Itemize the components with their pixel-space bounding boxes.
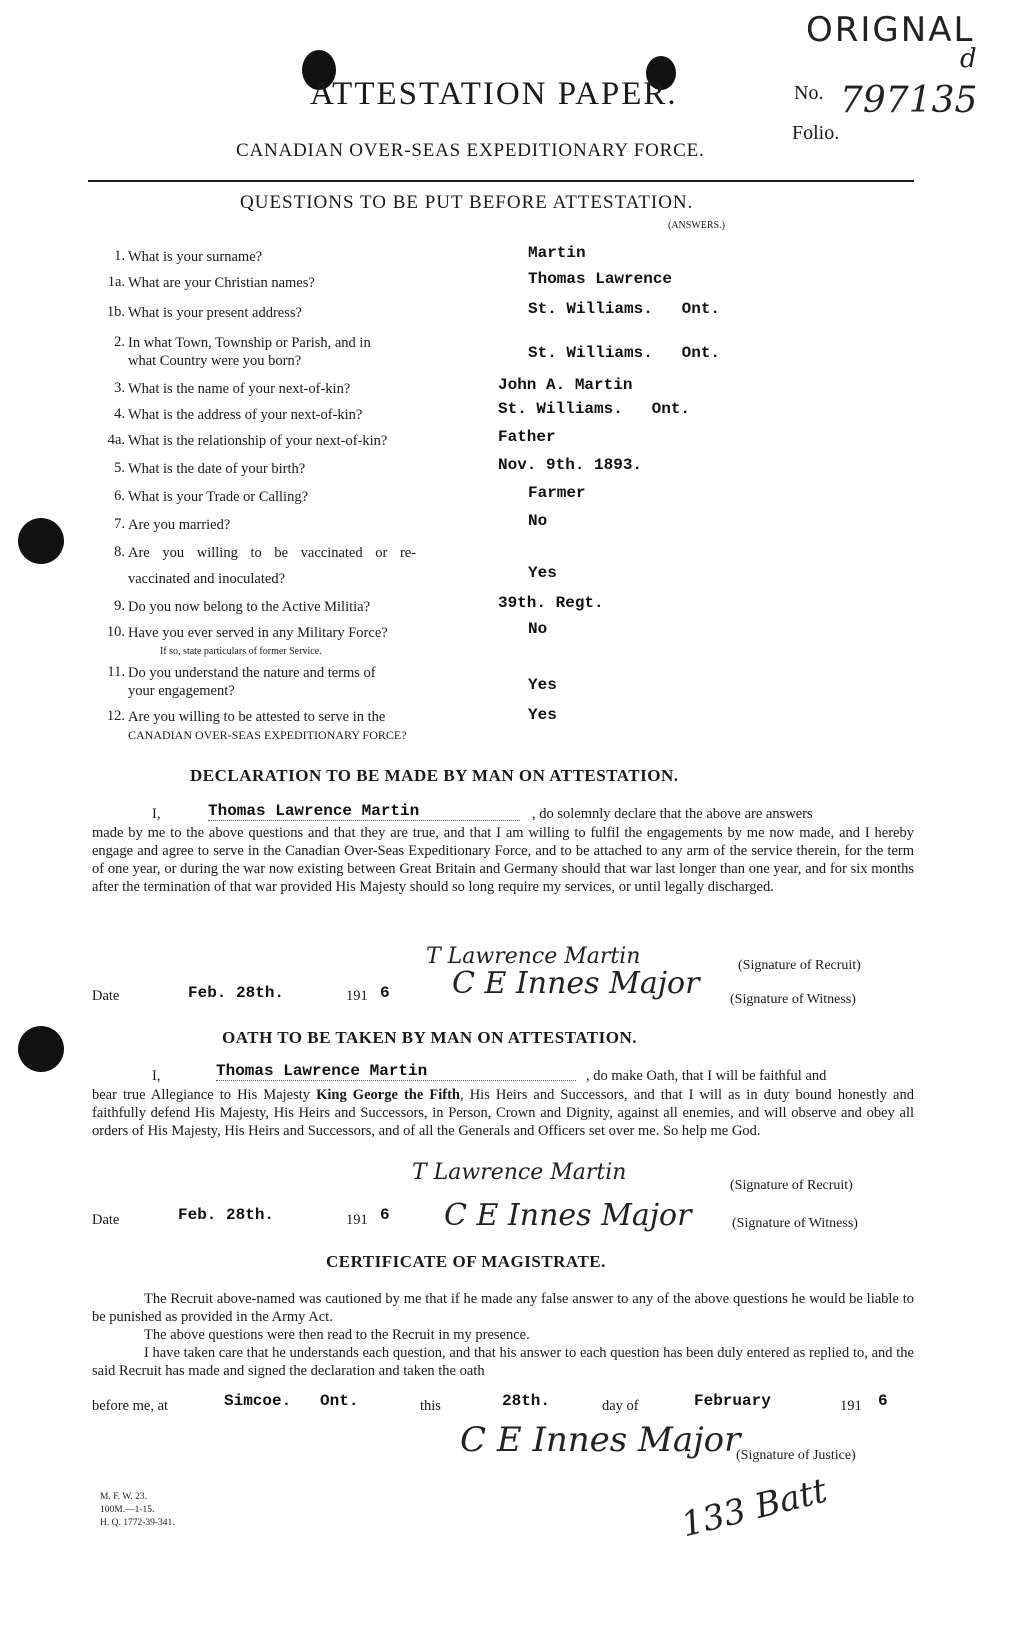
declaration-body: made by me to the above questions and that they are true, and that I am willing to fulfil the engagements by me now made, and I hereby engage and agree to serve in the Canadian Over-Seas Expeditionary Force, and to be attached to any arm of the service therein, for the term of one year, or during the war now existing between Great Britain and Germany should that war last longer than one year, and for six months after the termination of that war provided His Majesty should so long require my services, or until legally discharged. bbox=[92, 825, 914, 895]
question-number: 8. bbox=[114, 544, 125, 560]
magistrate-paragraph-3: I have taken care that he understands each question, and that his answer to each question has been duly entered as replied to, and the said Recruit has made and signed the declaration and taken the oath bbox=[92, 1345, 914, 1379]
folio-mark: d bbox=[960, 44, 977, 74]
question-number: 2. bbox=[114, 334, 125, 350]
declaration-date-label: Date bbox=[92, 988, 120, 1004]
question-text: What is the name of your next-of-kin? bbox=[128, 381, 351, 397]
answer-birthplace: St. Williams. Ont. bbox=[528, 344, 721, 362]
this-label: this bbox=[420, 1398, 441, 1414]
oath-lead: I, bbox=[152, 1068, 161, 1084]
question-number: 5. bbox=[114, 460, 125, 476]
answer-vaccinated: Yes bbox=[528, 564, 557, 582]
declaration-year-prefix: 191 bbox=[346, 988, 368, 1004]
question-text: Are you willing to be attested to serve in the bbox=[128, 709, 386, 725]
question-text: What is your Trade or Calling? bbox=[128, 489, 309, 505]
oath-date: Feb. 28th. bbox=[178, 1206, 275, 1224]
answer-willing-to-serve: Yes bbox=[528, 706, 557, 724]
oath-year-suffix: 6 bbox=[380, 1206, 390, 1224]
attestation-day: 28th. bbox=[502, 1392, 551, 1410]
question-number: 11. bbox=[107, 664, 125, 680]
justice-signature: C E Innes Major bbox=[460, 1420, 741, 1460]
answer-present-address: St. Williams. Ont. bbox=[528, 300, 721, 318]
question-text: Do you understand the nature and terms of bbox=[128, 665, 376, 681]
question-text: What are your Christian names? bbox=[128, 275, 315, 291]
regimental-number: 797135 bbox=[840, 80, 978, 121]
day-of-label: day of bbox=[602, 1398, 639, 1414]
battalion-note: 133 Batt bbox=[677, 1470, 831, 1546]
declaration-first-line: , do solemnly declare that the above are answers bbox=[532, 806, 813, 822]
question-text: Are you married? bbox=[128, 517, 231, 533]
magistrate-year-prefix: 191 bbox=[840, 1398, 862, 1414]
answer-christian-names: Thomas Lawrence bbox=[528, 270, 673, 288]
declaration-lead: I, bbox=[152, 806, 161, 822]
answer-married: No bbox=[528, 512, 548, 530]
question-number: 3. bbox=[114, 380, 125, 396]
question-text: Do you now belong to the Active Militia? bbox=[128, 599, 371, 615]
form-code-line-2: 100M.—1-15. bbox=[100, 1505, 155, 1515]
oath-recruit-signature: T Lawrence Martin bbox=[412, 1160, 627, 1185]
answer-birth-date: Nov. 9th. 1893. bbox=[498, 456, 643, 474]
question-number: 12. bbox=[106, 708, 125, 724]
magistrate-year-suffix: 6 bbox=[878, 1392, 888, 1410]
question-text: What is your present address? bbox=[128, 305, 302, 321]
folio-label: Folio. bbox=[792, 122, 840, 144]
oath-name: Thomas Lawrence Martin bbox=[216, 1062, 576, 1081]
header-divider bbox=[88, 180, 914, 182]
before-me-label: before me, at bbox=[92, 1398, 169, 1414]
question-text-cont: your engagement? bbox=[128, 683, 235, 699]
answer-trade: Farmer bbox=[528, 484, 586, 502]
question-number: 1a. bbox=[107, 274, 125, 290]
question-text: In what Town, Township or Parish, and in bbox=[128, 335, 371, 351]
answer-kin-address: St. Williams. Ont. bbox=[498, 400, 691, 418]
punch-hole-top bbox=[18, 518, 64, 564]
question-number: 9. bbox=[114, 598, 125, 614]
declaration-witness-signature: C E Innes Major bbox=[452, 966, 700, 1001]
question-text: What is your surname? bbox=[128, 249, 263, 265]
answer-kin-relationship: Father bbox=[498, 428, 556, 446]
question-text-cont: CANADIAN OVER-SEAS EXPEDITIONARY FORCE? bbox=[128, 728, 407, 742]
answer-surname: Martin bbox=[528, 244, 586, 262]
oath-body-pre: bear true Allegiance to His Majesty bbox=[92, 1087, 317, 1103]
oath-first-line: , do make Oath, that I will be faithful and bbox=[586, 1068, 827, 1084]
form-title: ATTESTATION PAPER. bbox=[310, 76, 678, 112]
question-text: What is the relationship of your next-of-kin? bbox=[128, 433, 388, 449]
punch-hole-bottom bbox=[18, 1026, 64, 1072]
magistrate-heading: CERTIFICATE OF MAGISTRATE. bbox=[326, 1252, 606, 1271]
question-number: 10. bbox=[106, 624, 125, 640]
oath-witness-caption: (Signature of Witness) bbox=[732, 1216, 858, 1231]
answers-label: (ANSWERS.) bbox=[668, 220, 725, 231]
no-label: No. bbox=[794, 82, 824, 104]
question-text: What is the date of your birth? bbox=[128, 461, 306, 477]
form-subtitle: CANADIAN OVER-SEAS EXPEDITIONARY FORCE. bbox=[236, 140, 705, 161]
question-number: 1. bbox=[114, 248, 125, 264]
oath-king: King George the Fifth bbox=[316, 1087, 460, 1103]
declaration-recruit-signature: T Lawrence Martin bbox=[426, 944, 641, 969]
oath-date-label: Date bbox=[92, 1212, 120, 1228]
form-code-line-3: H. Q. 1772-39-341. bbox=[100, 1518, 175, 1528]
oath-body bbox=[92, 1086, 914, 1140]
question-number: 7. bbox=[114, 516, 125, 532]
declaration-date: Feb. 28th. bbox=[188, 984, 285, 1002]
question-text-cont: what Country were you born? bbox=[128, 353, 302, 369]
magistrate-paragraph-1: The Recruit above-named was cautioned by me that if he made any false answer to any of the above questions he would be liable to be punished as provided in the Army Act. bbox=[92, 1291, 914, 1325]
declaration-year-suffix: 6 bbox=[380, 984, 390, 1002]
question-text: What is the address of your next-of-kin? bbox=[128, 407, 363, 423]
question-number: 4. bbox=[114, 406, 125, 422]
oath-recruit-caption: (Signature of Recruit) bbox=[730, 1178, 853, 1193]
declaration-witness-caption: (Signature of Witness) bbox=[730, 992, 856, 1007]
question-number: 1b. bbox=[106, 304, 125, 320]
attestation-place: Simcoe. Ont. bbox=[224, 1392, 359, 1410]
answer-militia: 39th. Regt. bbox=[498, 594, 604, 612]
declaration-recruit-caption: (Signature of Recruit) bbox=[738, 958, 861, 973]
question-text: Have you ever served in any Military Force? bbox=[128, 625, 388, 641]
form-code-line-1: M. F. W. 23. bbox=[100, 1492, 148, 1502]
answer-next-of-kin: John A. Martin bbox=[498, 376, 633, 394]
justice-caption: (Signature of Justice) bbox=[736, 1448, 856, 1463]
question-number: 4a. bbox=[107, 432, 125, 448]
oath-witness-signature: C E Innes Major bbox=[444, 1198, 692, 1233]
question-text-cont: If so, state particulars of former Service. bbox=[160, 646, 322, 657]
declaration-heading: DECLARATION TO BE MADE BY MAN ON ATTESTATION. bbox=[190, 766, 679, 785]
answer-understand-terms: Yes bbox=[528, 676, 557, 694]
declaration-name: Thomas Lawrence Martin bbox=[208, 802, 520, 821]
oath-heading: OATH TO BE TAKEN BY MAN ON ATTESTATION. bbox=[222, 1028, 637, 1047]
attestation-month: February bbox=[694, 1392, 771, 1410]
question-text-cont: vaccinated and inoculated? bbox=[128, 571, 286, 587]
magistrate-paragraph-2: The above questions were then read to the Recruit in my presence. bbox=[144, 1327, 530, 1343]
question-number: 6. bbox=[114, 488, 125, 504]
answer-military-service: No bbox=[528, 620, 548, 638]
original-stamp: ORIGNAL bbox=[806, 10, 975, 50]
questions-heading: QUESTIONS TO BE PUT BEFORE ATTESTATION. bbox=[240, 192, 694, 213]
oath-body-post: , His Heirs and Successors, and that I will as in duty bound honestly and faithfully defend His Majesty, His Heirs and Successors, in Person, Crown and Dignity, against all enemies, and will observe and obey all orders of His Majesty, His Heirs and Successors, and of all the Generals and Officers set over me. So help me God. bbox=[92, 1087, 914, 1139]
oath-year-prefix: 191 bbox=[346, 1212, 368, 1228]
question-text: Are you willing to be vaccinated or re- bbox=[128, 545, 417, 561]
